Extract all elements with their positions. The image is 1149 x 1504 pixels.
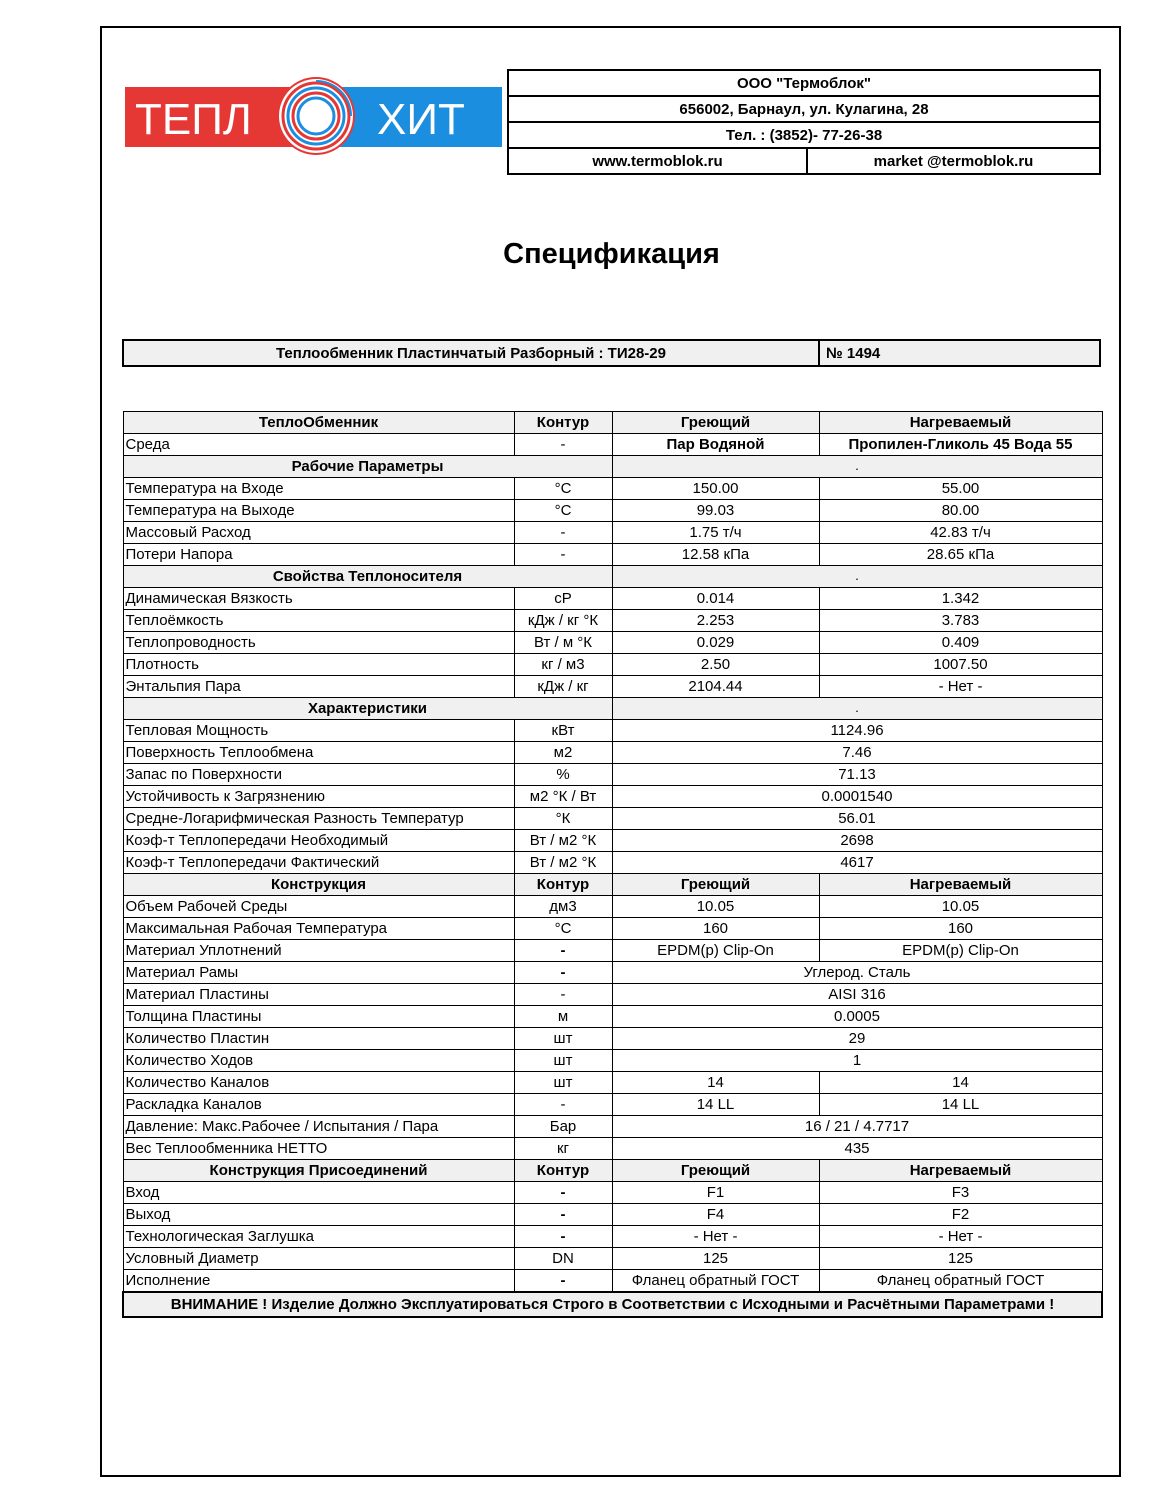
company-email[interactable]: market @termoblok.ru [807, 148, 1100, 174]
warning-row [123, 1292, 1102, 1317]
section-connections: Конструкция Присоединений Контур Греющий Нагреваемый [123, 1160, 1102, 1182]
row-unit: - [514, 434, 612, 456]
section-title: Конструкция [123, 874, 514, 896]
table-row: Материал Уплотнений - EPDM(p) Clip-On EPDM(p) Clip-On [123, 940, 1102, 962]
table-row: Вес Теплообменника НЕТТО кг 435 [123, 1138, 1102, 1160]
company-logo [125, 76, 502, 156]
table-row: Запас по Поверхности % 71.13 [123, 764, 1102, 786]
table-row: Максимальная Рабочая Температура °C 160 160 [123, 918, 1102, 940]
product-name: Теплообменник Пластинчатый Разборный : ТИ28-29 [123, 340, 819, 366]
logo-text-left: ТЕПЛ [135, 95, 252, 144]
section-characteristics: Характеристики . [123, 698, 1102, 720]
company-name: ООО "Термоблок" [508, 70, 1100, 96]
table-row: Выход - F4 F2 [123, 1204, 1102, 1226]
header-hot: Греющий [612, 412, 819, 434]
section-title: Рабочие Параметры [123, 456, 612, 478]
table-row: Температура на Выходе °C 99.03 80.00 [123, 500, 1102, 522]
table-row: Материал Рамы - Углерод. Сталь [123, 962, 1102, 984]
row-label: Среда [123, 434, 514, 456]
header-circuit: Контур [514, 412, 612, 434]
table-row: Количество Каналов шт 14 14 [123, 1072, 1102, 1094]
table-row: Давление: Макс.Рабочее / Испытания / Пара Бар 16 / 21 / 4.7717 [123, 1116, 1102, 1138]
section-title: Конструкция Присоединений [123, 1160, 514, 1182]
table-row: Условный Диаметр DN 125 125 [123, 1248, 1102, 1270]
table-row: Потери Напора - 12.58 кПа 28.65 кПа [123, 544, 1102, 566]
table-row: Плотность кг / м3 2.50 1007.50 [123, 654, 1102, 676]
section-title: Характеристики [123, 698, 612, 720]
company-address: 656002, Барнаул, ул. Кулагина, 28 [508, 96, 1100, 122]
table-row: Раскладка Каналов - 14 LL 14 LL [123, 1094, 1102, 1116]
contact-block [507, 69, 1101, 175]
table-row: Энтальпия Пара кДж / кг 2104.44 - Нет - [123, 676, 1102, 698]
document-title: Спецификация [503, 238, 720, 270]
product-header [122, 339, 1101, 367]
header-cold: Нагреваемый [819, 412, 1102, 434]
section-fluid-props: Свойства Теплоносителя . [123, 566, 1102, 588]
table-row: Теплопроводность Вт / м °К 0.029 0.409 [123, 632, 1102, 654]
table-row: Температура на Входе °C 150.00 55.00 [123, 478, 1102, 500]
header-exchanger: ТеплоОбменник [123, 412, 514, 434]
warning-text: ВНИМАНИЕ ! Изделие Должно Эксплуатироваться Строго в Соответствии с Исходными и Расчётными Параметрами ! [123, 1292, 1102, 1317]
table-row: Вход - F1 F3 [123, 1182, 1102, 1204]
section-construction: Конструкция Контур Греющий Нагреваемый [123, 874, 1102, 896]
row-hot-value: Пар Водяной [612, 434, 819, 456]
table-row: Средне-Логарифмическая Разность Температур °К 56.01 [123, 808, 1102, 830]
table-row: Устойчивость к Загрязнению м2 °К / Вт 0.0001540 [123, 786, 1102, 808]
spec-table [122, 411, 1103, 1318]
table-row: Коэф-т Теплопередачи Необходимый Вт / м2 °К 2698 [123, 830, 1102, 852]
company-website[interactable]: www.termoblok.ru [508, 148, 807, 174]
table-row: Толщина Пластины м 0.0005 [123, 1006, 1102, 1028]
table-row: Исполнение - Фланец обратный ГОСТ Фланец обратный ГОСТ [123, 1270, 1102, 1293]
table-row: Объем Рабочей Среды дм3 10.05 10.05 [123, 896, 1102, 918]
table-row [123, 434, 1102, 456]
table-row: Коэф-т Теплопередачи Фактический Вт / м2 °К 4617 [123, 852, 1102, 874]
table-row: Материал Пластины - AISI 316 [123, 984, 1102, 1006]
table-row: Количество Ходов шт 1 [123, 1050, 1102, 1072]
table-row: Поверхность Теплообмена м2 7.46 [123, 742, 1102, 764]
spec-header-row [123, 412, 1102, 434]
table-row: Количество Пластин шт 29 [123, 1028, 1102, 1050]
section-title: Свойства Теплоносителя [123, 566, 612, 588]
logo-text-right: ХИТ [377, 95, 465, 144]
table-row: Тепловая Мощность кВт 1124.96 [123, 720, 1102, 742]
section-working-params: Рабочие Параметры . [123, 456, 1102, 478]
company-phone: Тел. : (3852)- 77-26-38 [508, 122, 1100, 148]
row-cold-value: Пропилен-Гликоль 45 Вода 55 [819, 434, 1102, 456]
table-row: Динамическая Вязкость cP 0.014 1.342 [123, 588, 1102, 610]
table-row: Массовый Расход - 1.75 т/ч 42.83 т/ч [123, 522, 1102, 544]
table-row: Технологическая Заглушка - - Нет - - Нет - [123, 1226, 1102, 1248]
product-number: № 1494 [819, 340, 1100, 366]
table-row: Теплоёмкость кДж / кг °К 2.253 3.783 [123, 610, 1102, 632]
